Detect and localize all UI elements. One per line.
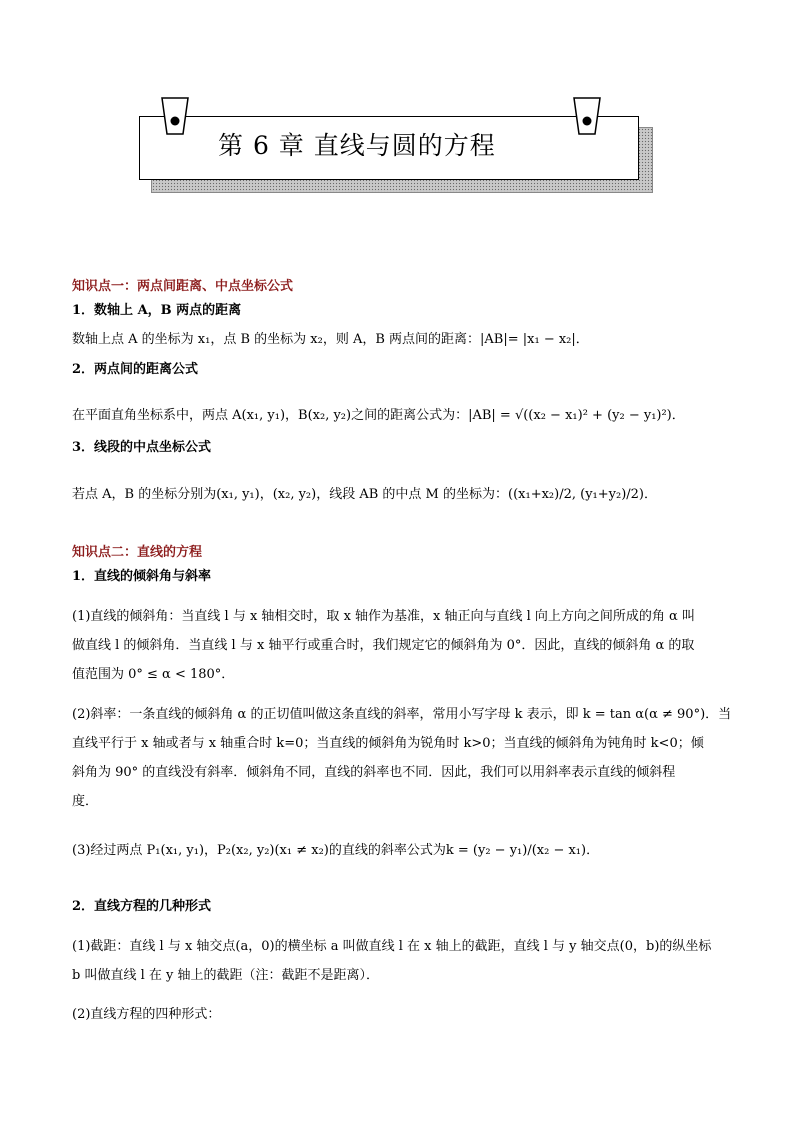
- section-1-heading: 知识点一：两点间距离、中点坐标公式: [72, 279, 294, 294]
- paragraph-intercept-line-1: (1)截距：直线 l 与 x 轴交点(a，0)的横坐标 a 叫做直线 l 在 x 轴上的截距，直线 l 与 y 轴交点(0，b)的纵坐标: [72, 939, 712, 954]
- paragraph-slope-formula: [72, 842, 599, 860]
- right-banner-tab-icon: [572, 97, 602, 135]
- formula-slope: k = (y₂ − y₁)/(x₂ − x₁)．: [445, 843, 600, 858]
- formula-distance-number-line: |AB|= |x₁ − x₂|．: [480, 332, 589, 347]
- paragraph-slope-line-1: (2)斜率：一条直线的倾斜角 α 的正切值叫做这条直线的斜率，常用小写字母 k 表示，即 k = tan α(α ≠ 90°)．当: [72, 707, 732, 722]
- chapter-title: 第 6 章 直线与圆的方程: [218, 131, 496, 160]
- left-banner-tab-icon: [160, 97, 190, 135]
- paragraph-1-2-text: 在平面直角坐标系中，两点 A(x₁, y₁)，B(x₂, y₂)之间的距离公式为：: [72, 408, 469, 423]
- paragraph-slope-line-3: 斜角为 90° 的直线没有斜率．倾斜角不同，直线的斜率也不同．因此，我们可以用斜率表示直线的倾斜程: [72, 765, 676, 780]
- paragraph-slope-line-4: 度．: [72, 794, 99, 809]
- subheading-2-2: 2．直线方程的几种形式: [72, 899, 212, 914]
- paragraph-intercept-line-2: b 叫做直线 l 在 y 轴上的截距（注：截距不是距离）．: [72, 968, 379, 983]
- subheading-1-2: 2．两点间的距离公式: [72, 362, 199, 377]
- paragraph-1-1: [72, 331, 589, 349]
- formula-distance-plane: |AB| = √((x₂ − x₁)² + (y₂ − y₁)²)．: [468, 408, 685, 423]
- paragraph-1-3-text: 若点 A，B 的坐标分别为(x₁, y₁)，(x₂, y₂)，线段 AB 的中点 M 的坐标为：: [72, 487, 509, 502]
- paragraph-inclination-line-3: 值范围为 0° ≤ α < 180°．: [72, 667, 235, 682]
- paragraph-slope-line-2: 直线平行于 x 轴或者与 x 轴重合时 k=0；当直线的倾斜角为锐角时 k>0；当直线的倾斜角为钝角时 k<0；倾: [72, 736, 704, 751]
- section-2-heading: 知识点二：直线的方程: [72, 545, 203, 560]
- subheading-2-1: 1．直线的倾斜角与斜率: [72, 569, 212, 584]
- paragraph-1-3: [72, 486, 657, 504]
- formula-midpoint: ((x₁+x₂)/2, (y₁+y₂)/2)．: [508, 487, 657, 502]
- paragraph-1-2: [72, 407, 685, 425]
- paragraph-slope-formula-text: (3)经过两点 P₁(x₁, y₁)，P₂(x₂, y₂)(x₁ ≠ x₂)的直线的斜率公式为: [72, 843, 446, 858]
- paragraph-inclination-line-2: 做直线 l 的倾斜角．当直线 l 与 x 轴平行或重合时，我们规定它的倾斜角为 0°．因此，直线的倾斜角 α 的取: [72, 638, 695, 653]
- subheading-1-3: 3．线段的中点坐标公式: [72, 440, 212, 455]
- subheading-1-1: 1．数轴上 A，B 两点的距离: [72, 303, 242, 318]
- paragraph-1-1-text: 数轴上点 A 的坐标为 x₁，点 B 的坐标为 x₂，则 A，B 两点间的距离：: [72, 332, 481, 347]
- paragraph-inclination-line-1: (1)直线的倾斜角：当直线 l 与 x 轴相交时，取 x 轴作为基准，x 轴正向与直线 l 向上方向之间所成的角 α 叫: [72, 609, 695, 624]
- paragraph-four-forms: (2)直线方程的四种形式：: [72, 1007, 221, 1022]
